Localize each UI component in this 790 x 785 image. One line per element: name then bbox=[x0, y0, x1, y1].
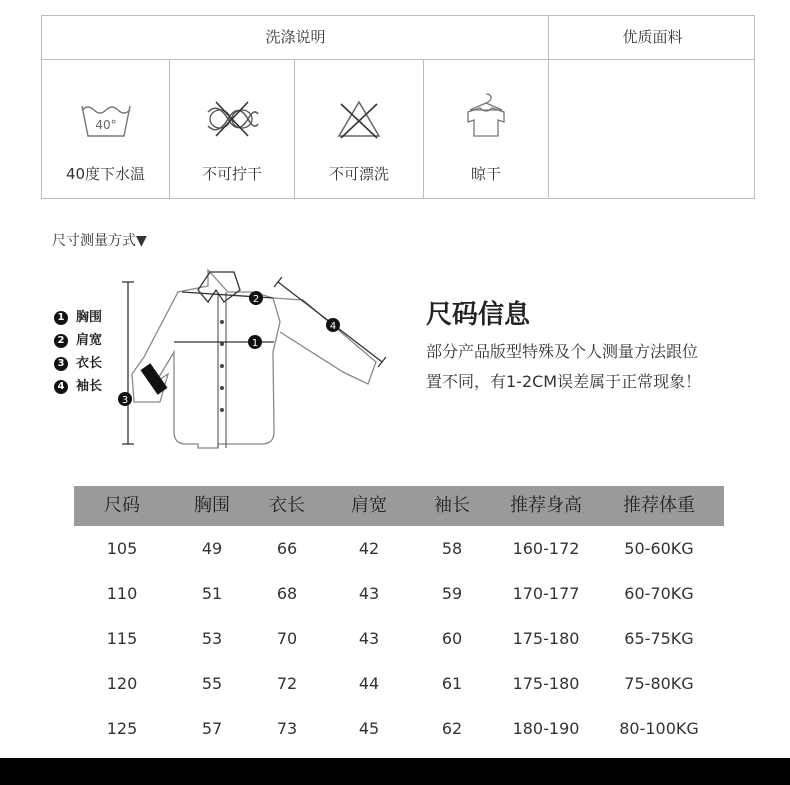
legend-item: 4 袖长 bbox=[54, 375, 102, 398]
svg-text:4: 4 bbox=[329, 321, 337, 332]
no-bleach-icon bbox=[331, 98, 387, 140]
care-item-wring bbox=[170, 60, 294, 199]
size-table bbox=[74, 486, 724, 751]
table-row: 120 55 72 44 61 175-180 75-80KG bbox=[106, 674, 694, 693]
care-item-bleach bbox=[295, 60, 423, 199]
care-label: 不可拧干 bbox=[201, 165, 262, 183]
hang-dry-icon bbox=[458, 92, 514, 138]
measure-title: 尺寸测量方式▼ bbox=[52, 233, 147, 249]
table-row: 110 51 68 43 59 170-177 60-70KG bbox=[106, 584, 694, 603]
bottom-bar bbox=[0, 758, 790, 785]
size-info-title: 尺码信息 bbox=[426, 300, 531, 330]
table-row: 115 53 70 43 60 175-180 65-75KG bbox=[106, 629, 694, 648]
care-label: 40度下水温 bbox=[65, 165, 146, 183]
table-row: 125 57 73 45 62 180-190 80-100KG bbox=[106, 719, 699, 738]
measure-legend bbox=[54, 306, 102, 398]
care-label: 晾干 bbox=[470, 165, 501, 183]
fabric-header: 优质面料 bbox=[622, 28, 683, 46]
care-item-dry bbox=[424, 60, 548, 199]
wash-temp-text: 40° bbox=[94, 118, 117, 132]
size-info-desc: 部分产品版型特殊及个人测量方法跟位 置不同，有1-2CM误差属于正常现象！ bbox=[426, 342, 702, 391]
wash-40-icon bbox=[78, 98, 134, 140]
table-header: 尺码 胸围 衣长 肩宽 袖长 推荐身高 推荐体重 bbox=[74, 486, 724, 526]
divider bbox=[548, 16, 549, 198]
care-label: 不可漂洗 bbox=[328, 165, 389, 183]
wash-header: 洗涤说明 bbox=[265, 28, 326, 46]
svg-text:3: 3 bbox=[121, 395, 129, 406]
no-wring-icon bbox=[204, 98, 260, 140]
legend-item: 1 胸围 bbox=[54, 306, 102, 329]
legend-item: 3 衣长 bbox=[54, 352, 102, 375]
table-row: 105 49 66 42 58 160-172 50-60KG bbox=[106, 539, 694, 558]
care-item-wash bbox=[42, 60, 169, 199]
svg-text:1: 1 bbox=[251, 338, 259, 349]
care-table bbox=[41, 15, 755, 199]
svg-text:2: 2 bbox=[252, 294, 260, 305]
legend-item: 2 肩宽 bbox=[54, 329, 102, 352]
